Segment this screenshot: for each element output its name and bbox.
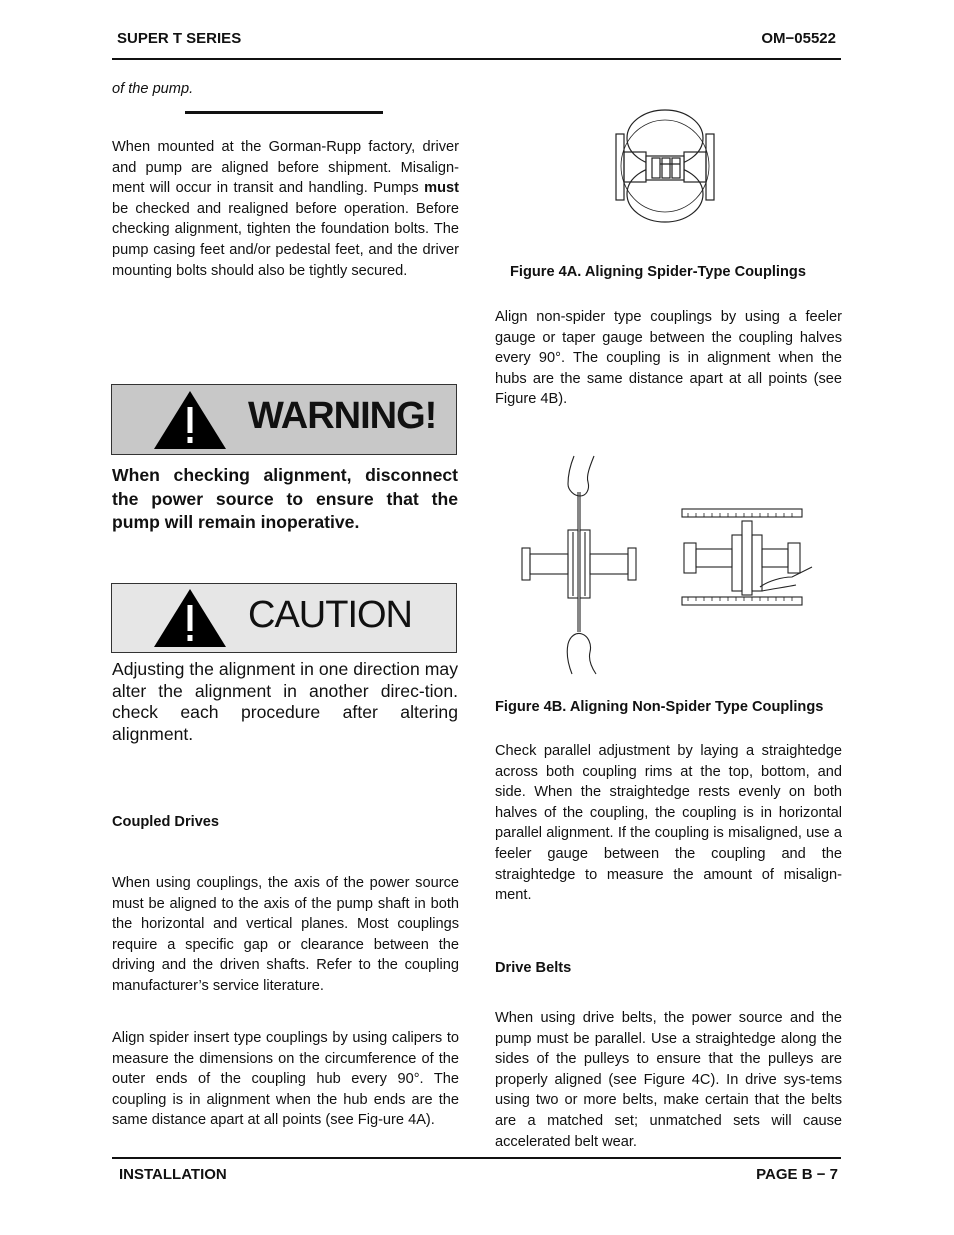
warning-triangle-icon xyxy=(152,389,228,451)
spider-coupling-paragraph: Align spider insert type couplings by using calipers to measure the dimensions on the circumference of the outer ends of the coupling hub every 90°. The coupling is in alignment when the hub ends are the same distance apart at all points (see Fig-ure 4A). xyxy=(112,1030,459,1129)
footer-page-number: PAGE B − 7 xyxy=(756,1166,838,1183)
figure-4b-caption: Figure 4B. Aligning Non-Spider Type Couplings xyxy=(495,699,824,715)
factory-alignment-paragraph: When mounted at the Gorman-Rupp factory, driver and pump are aligned before shipment. Misalign-ment will occur in transit and handling. Pumps must be checked and realigned before operation. Before checking alignment, tighten the foundation bolts. The pump casing feet and/or pedestal feet, and the driver mounting bolts should also be tightly secured. xyxy=(112,139,459,279)
caution-triangle-icon xyxy=(152,587,228,649)
header-rule xyxy=(112,58,841,60)
figure-4a-illustration xyxy=(610,106,720,226)
caution-text: Adjusting the alignment in one direction may alter the alignment in another direc-tion. check each procedure after altering alignment. xyxy=(112,659,458,744)
drive-belts-heading: Drive Belts xyxy=(495,960,572,976)
drive-belts-paragraph: When using drive belts, the power source and the pump must be parallel. Use a straightedge along the sides of the pulleys to ensure that the pulleys are properly aligned (see Figure 4C). In drive sys-tems using two or more belts, make certain that the belts are a matched set; unmatched sets will cause accelerated belt wear. xyxy=(495,1010,842,1150)
caution-label: CAUTION xyxy=(248,594,412,636)
continued-text: of the pump. xyxy=(112,81,194,97)
header-document-number: OM−05522 xyxy=(761,30,836,47)
coupled-drives-paragraph: When using couplings, the axis of the power source must be aligned to the axis of the pump shaft in both the horizontal and vertical planes. Most couplings require a specific gap or clearance between the driving and the driven shafts. Refer to the coupling manufacturer’s service literature. xyxy=(112,875,459,994)
non-spider-coupling-paragraph: Align non-spider type couplings by using a feeler gauge or taper gauge between the coupling halves every 90°. The coupling is in alignment when the hubs are the same distance apart at all points (see Figure 4B). xyxy=(495,309,842,408)
caution-sign xyxy=(111,583,457,653)
footer-section-title: INSTALLATION xyxy=(119,1166,227,1183)
figure-4a-caption: Figure 4A. Aligning Spider-Type Couplings xyxy=(510,264,806,280)
warning-label: WARNING! xyxy=(248,395,437,437)
coupled-drives-heading: Coupled Drives xyxy=(112,814,220,830)
footer-rule xyxy=(112,1157,841,1159)
figure-4b-feeler-illustration xyxy=(518,452,644,678)
warning-text: When checking alignment, disconnect the power source to ensure that the pump will remain inoperative. xyxy=(112,465,458,532)
section-divider xyxy=(185,111,383,114)
header-series-title: SUPER T SERIES xyxy=(117,30,242,47)
warning-sign xyxy=(111,384,457,455)
parallel-adjustment-paragraph: Check parallel adjustment by laying a straightedge across both coupling rims at the top, bottom, and side. When the straightedge rests evenly on both halves of the coupling, the coupling is in horizontal parallel alignment. If the coupling is misaligned, use a feeler gauge between the coupling and the straightedge to measure the amount of misalign-ment. xyxy=(495,743,842,904)
figure-4b-straightedge-illustration xyxy=(678,505,816,611)
